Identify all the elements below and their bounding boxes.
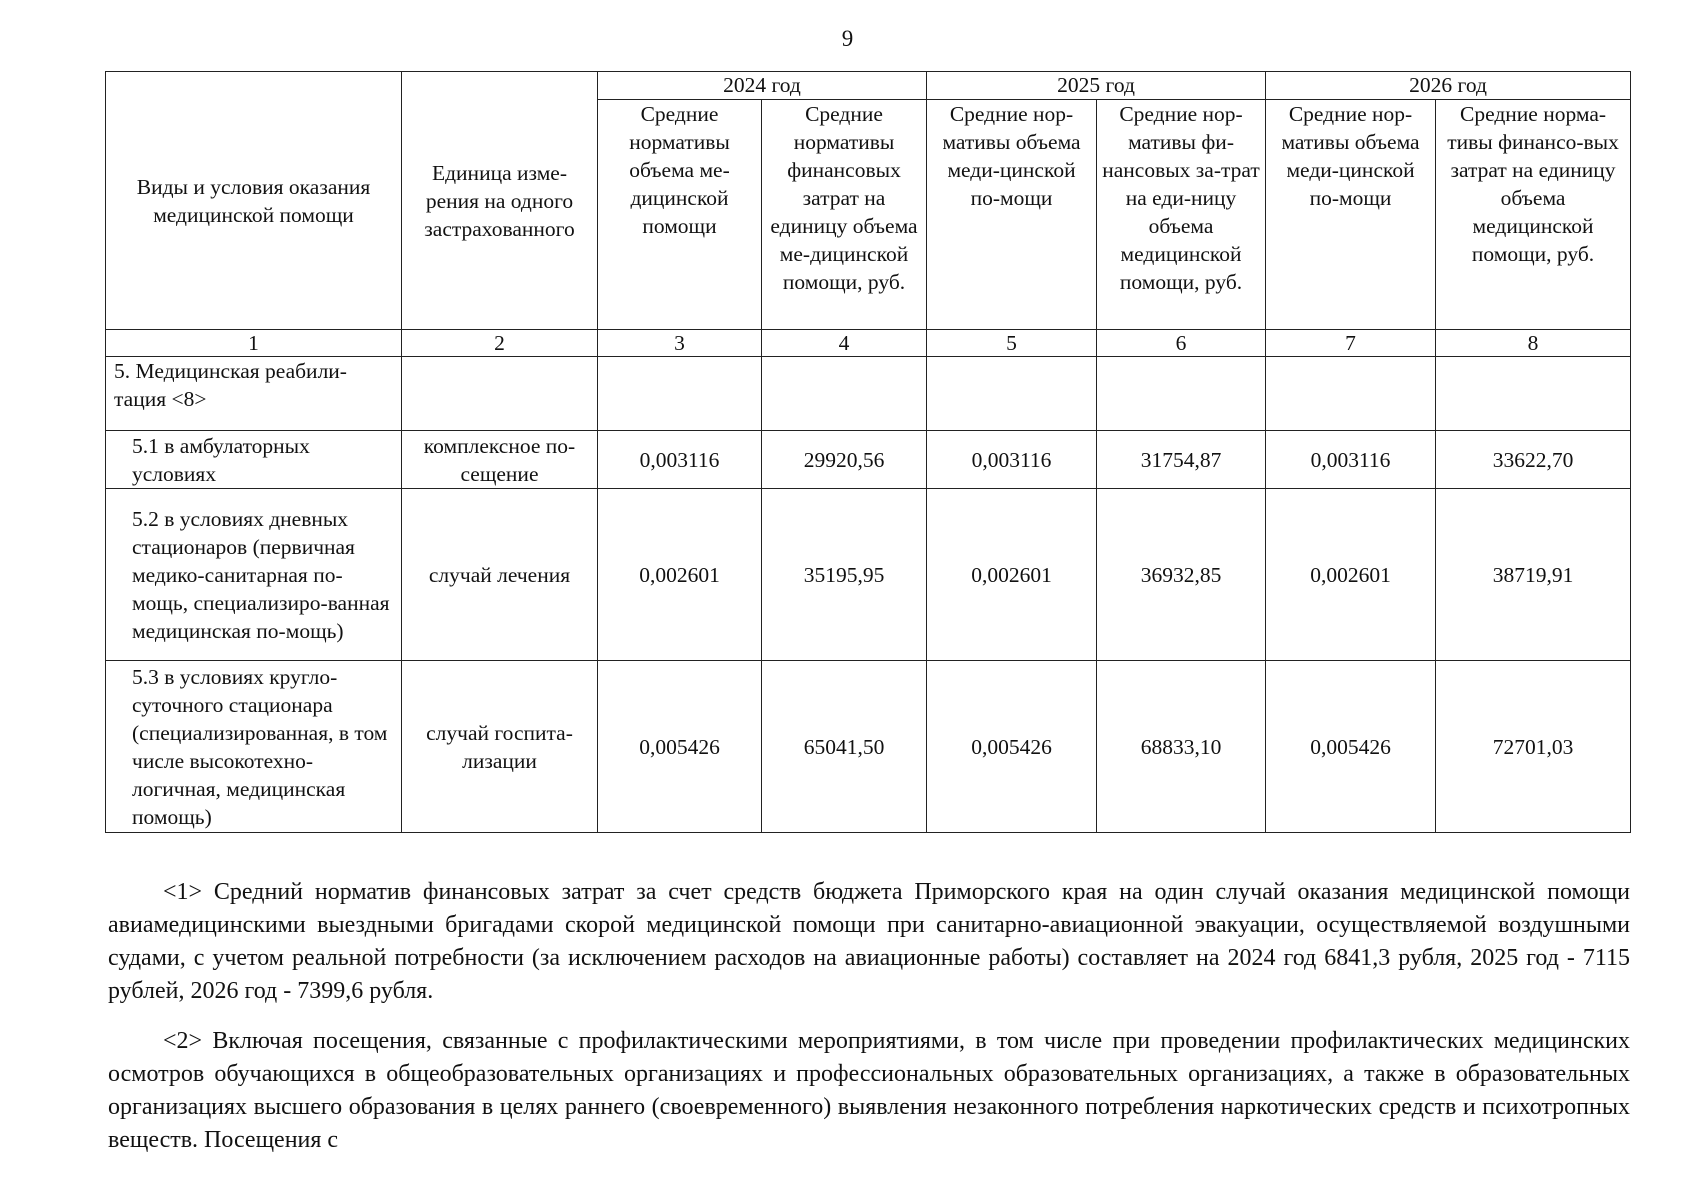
value-cell: 0,002601 [1266,489,1436,661]
footnote-2: <2> Включая посещения, связанные с профилактическими мероприятиями, в том числе при проведении профилактических медицинских осмотров обучающихся в общеобразовательных организациях и профессиональных образовательных организациях, а также в образовательных организациях высшего образования в целях раннего (своевременного) выявления незаконного потребления наркотических средств и психотропных веществ. Посещения с [108,1028,1630,1153]
header-year-2025: 2025 год [927,72,1266,100]
header-sub-6: Средние нор-мативы фи-нансовых за-трат на еди-ницу объема медицинской помощи, руб. [1097,100,1266,330]
column-number: 4 [762,330,927,357]
value-cell: 36932,85 [1097,489,1266,661]
row-unit: комплексное по-сещение [402,431,598,489]
row-unit: случай госпита-лизации [402,661,598,833]
column-number: 2 [402,330,598,357]
row-name: 5.1 в амбулаторных условиях [106,431,402,489]
value-cell: 35195,95 [762,489,927,661]
value-cell: 33622,70 [1436,431,1631,489]
column-number-row [106,330,1631,357]
page-number: 9 [841,26,854,51]
value-cell: 0,002601 [598,489,762,661]
value-cell: 31754,87 [1097,431,1266,489]
value-cell: 0,003116 [1266,431,1436,489]
header-sub-4: Средние нормативы финансовых затрат на единицу объема ме-дицинской помощи, руб. [762,100,927,330]
empty-cell [927,357,1097,431]
value-cell: 72701,03 [1436,661,1631,833]
column-number: 3 [598,330,762,357]
section-title: 5. Медицинская реабили-тация <8> [106,357,402,431]
section-row [106,357,1631,431]
column-number: 7 [1266,330,1436,357]
footnotes [108,876,1630,1174]
empty-cell [402,357,598,431]
table-row [106,661,1631,833]
empty-cell [762,357,927,431]
header-sub-3: Средние нормативы объема ме-дицинской помощи [598,100,762,330]
header-year-row [106,72,1631,100]
header-year-2024: 2024 год [598,72,927,100]
footnote-1: <1> Средний норматив финансовых затрат за счет средств бюджета Приморского края на один случай оказания медицинской помощи авиамедицинскими выездными бригадами скорой медицинской помощи при санитарно-авиационной эвакуации, осуществляемой воздушными судами, с учетом реальной потребности (за исключением расходов на авиационные работы) составляет на 2024 год 6841,3 рубля, 2025 год - 7115 рублей, 2026 год - 7399,6 рубля. [108,879,1630,1004]
value-cell: 38719,91 [1436,489,1631,661]
header-sub-8: Средние норма-тивы финансо-вых затрат на единицу объема медицинской помощи, руб. [1436,100,1631,330]
header-sub-7: Средние нор-мативы объема меди-цинской по-мощи [1266,100,1436,330]
column-number: 6 [1097,330,1266,357]
empty-cell [1266,357,1436,431]
value-cell: 29920,56 [762,431,927,489]
table-row [106,489,1631,661]
header-sub-5: Средние нор-мативы объема меди-цинской по-мощи [927,100,1097,330]
header-col2: Единица изме-рения на одного застрахованного [402,72,598,330]
value-cell: 65041,50 [762,661,927,833]
table-row [106,431,1631,489]
row-name: 5.2 в условиях дневных стационаров (первичная медико-санитарная по-мощь, специализиро-ванная медицинская по-мощь) [106,489,402,661]
value-cell: 0,005426 [598,661,762,833]
norms-table [105,71,1631,833]
header-col1: Виды и условия оказания медицинской помощи [106,72,402,330]
header-year-2026: 2026 год [1266,72,1631,100]
column-number: 1 [106,330,402,357]
empty-cell [598,357,762,431]
value-cell: 0,005426 [927,661,1097,833]
value-cell: 0,003116 [927,431,1097,489]
value-cell: 0,002601 [927,489,1097,661]
column-number: 8 [1436,330,1631,357]
row-unit: случай лечения [402,489,598,661]
empty-cell [1097,357,1266,431]
value-cell: 68833,10 [1097,661,1266,833]
column-number: 5 [927,330,1097,357]
empty-cell [1436,357,1631,431]
value-cell: 0,003116 [598,431,762,489]
value-cell: 0,005426 [1266,661,1436,833]
row-name: 5.3 в условиях кругло-суточного стационара (специализированная, в том числе высокотехно-логичная, медицинская помощь) [106,661,402,833]
